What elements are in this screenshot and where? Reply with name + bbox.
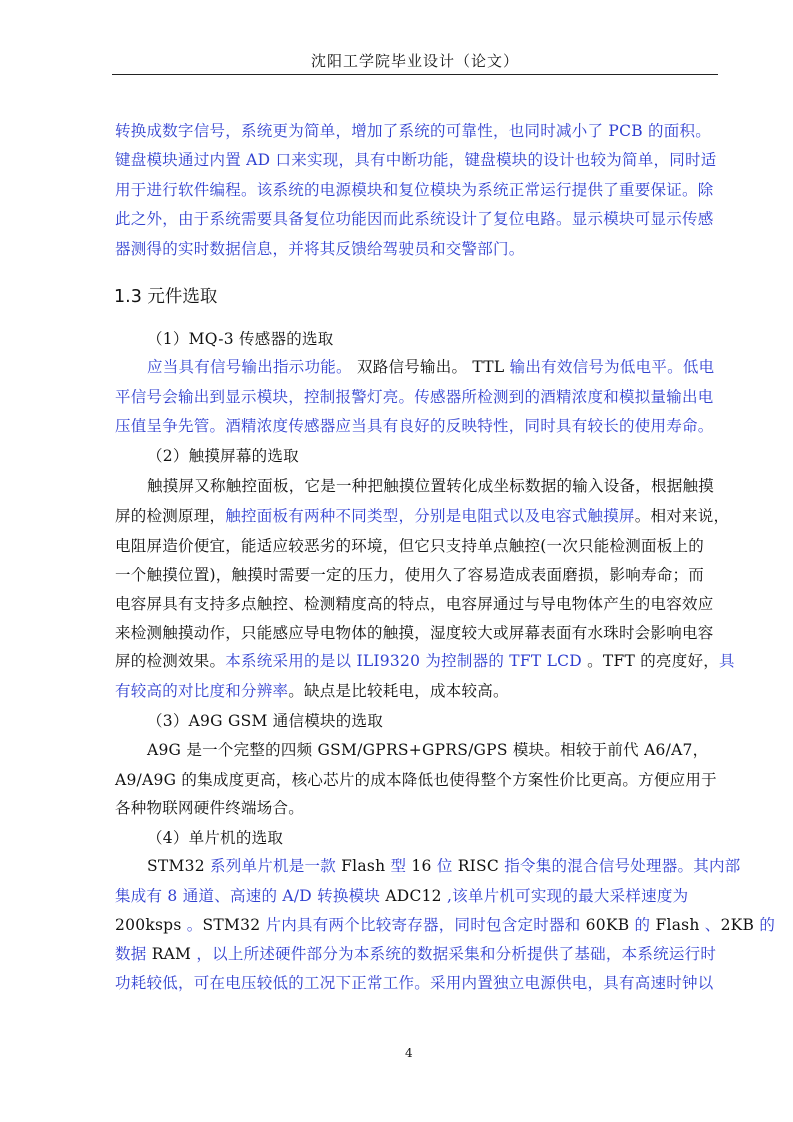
body-line-21 bbox=[115, 886, 718, 906]
body-line-6 bbox=[147, 357, 718, 377]
text-run: （4）单片机的选取 bbox=[147, 829, 284, 847]
text-run: 、 bbox=[699, 916, 721, 934]
subsection-title-mcu bbox=[147, 828, 718, 848]
body-line-22 bbox=[115, 915, 776, 935]
body-line-2 bbox=[115, 150, 718, 170]
text-run: 来检测触摸动作，只能感应导电物体的触摸，湿度较大或屏幕表面有水珠时会影响电容 bbox=[115, 624, 714, 642]
text-run: 具 bbox=[719, 652, 735, 670]
text-run: 输出有效信号为低电平。低电 bbox=[509, 358, 715, 376]
body-line-13 bbox=[115, 594, 718, 614]
body-line-9 bbox=[147, 476, 718, 496]
text-run: 压值呈争先管。酒精浓度传感器应当具有良好的反映特性，同时具有较长的使用寿命。 bbox=[115, 417, 714, 435]
subsection-title-a9g bbox=[147, 711, 718, 731]
text-run: RISC bbox=[457, 857, 500, 875]
text-run: 功耗较低，可在电压较低的工况下正常工作。采用内置独立电源供电，具有高速时钟以 bbox=[115, 974, 714, 992]
text-run: 。TFT 的亮度好， bbox=[581, 652, 720, 670]
body-line-16 bbox=[115, 681, 718, 701]
text-run: ADC12 bbox=[385, 887, 442, 905]
text-run: 的 bbox=[754, 916, 776, 934]
text-run: 数据 bbox=[115, 945, 152, 963]
text-run: 型 bbox=[385, 857, 412, 875]
body-line-8 bbox=[115, 416, 718, 436]
text-run: A9/A9G 的集成度更高，核心芯片的成本降低也使得整个方案性价比更高。方便应用于 bbox=[115, 771, 717, 789]
body-line-20 bbox=[147, 856, 741, 876]
header-divider bbox=[112, 74, 718, 75]
text-run: A9G 是一个完整的四频 GSM/GPRS+GPRS/GPS 模块。相较于前代 A6/A7， bbox=[147, 741, 709, 759]
text-run: ，以上所述硬件部分为本系统的数据采集和分析提供了基础，本系统运行时 bbox=[191, 945, 717, 963]
text-run: 转换成数字信号，系统更为简单，增加了系统的可靠性，也同时减小了 PCB 的面积。 bbox=[115, 122, 712, 140]
text-run: （1）MQ-3 传感器的选取 bbox=[147, 330, 334, 348]
body-line-14 bbox=[115, 623, 718, 643]
text-run: STM32 bbox=[147, 857, 210, 875]
body-line-12 bbox=[115, 565, 718, 585]
body-line-18 bbox=[115, 770, 718, 790]
text-run: 平信号会输出到显示模块，控制报警灯亮。传感器所检测到的酒精浓度和模拟量输出电 bbox=[115, 388, 714, 406]
body-line-17 bbox=[147, 740, 718, 760]
text-run: （2）触摸屏幕的选取 bbox=[147, 447, 299, 465]
body-line-10 bbox=[115, 506, 730, 526]
text-run: （3）A9G GSM 通信模块的选取 bbox=[147, 712, 384, 730]
text-run: 电容屏具有支持多点触控、检测精度高的特点，电容屏通过与导电物体产生的电容效应 bbox=[115, 595, 714, 613]
body-line-23 bbox=[115, 944, 718, 964]
body-line-3 bbox=[115, 180, 718, 200]
text-run: 本系统采用的是以 ILI9320 为控制器的 TFT LCD bbox=[225, 652, 582, 670]
text-run: 触控面板有两种不同类型，分别是电阻式以及电容式触摸屏 bbox=[225, 507, 635, 525]
text-run: 器测得的实时数据信息，并将其反馈给驾驶员和交警部门。 bbox=[115, 240, 525, 258]
body-line-19 bbox=[115, 798, 718, 818]
text-run: 此之外，由于系统需要具备复位功能因而此系统设计了复位电路。显示模块可显示传感 bbox=[115, 210, 714, 228]
text-run: 电阻屏造价便宜，能适应较恶劣的环境，但它只支持单点触控(一次只能检测面板上的 bbox=[115, 537, 705, 555]
text-run: ,该单片机可实现的最大采样速度为 bbox=[441, 887, 689, 905]
body-line-11 bbox=[115, 536, 718, 556]
text-run: 各种物联网硬件终端场合。 bbox=[115, 799, 305, 817]
text-run: 屏的检测原理， bbox=[115, 507, 226, 525]
text-run: RAM bbox=[151, 945, 192, 963]
running-header: 沈阳工学院毕业设计（论文） bbox=[310, 52, 519, 70]
body-line-1 bbox=[115, 121, 718, 141]
text-run: 位 bbox=[431, 857, 458, 875]
text-run: 有较高的对比度和分辨率 bbox=[115, 682, 289, 700]
text-run: 触摸屏又称触控面板，它是一种把触摸位置转化成坐标数据的输入设备，根据触摸 bbox=[147, 477, 715, 495]
body-line-5 bbox=[115, 239, 718, 259]
text-run: 屏的检测效果。 bbox=[115, 652, 226, 670]
text-run: 集成有 8 通道、高速的 A/D 转换模块 bbox=[115, 887, 386, 905]
text-run: 。 bbox=[181, 916, 203, 934]
text-run: Flash bbox=[655, 916, 700, 934]
text-run: Flash bbox=[341, 857, 386, 875]
text-run: 片内具有两个比较寄存器，同时包含定时器和 bbox=[260, 916, 586, 934]
text-run: 。缺点是比较耗电，成本较高。 bbox=[288, 682, 509, 700]
text-run: 60KB bbox=[585, 916, 630, 934]
subsection-title-mq3 bbox=[147, 329, 718, 349]
text-run: 200ksps bbox=[115, 916, 182, 934]
text-run: 指令集的混合信号处理器。其内部 bbox=[499, 857, 741, 875]
body-line-15 bbox=[115, 651, 735, 671]
text-run: 用于进行软件编程。该系统的电源模块和复位模块为系统正常运行提供了重要保证。除 bbox=[115, 181, 714, 199]
page-number: 4 bbox=[405, 1046, 413, 1060]
text-run: 双路信号输出。 TTL bbox=[351, 358, 510, 376]
text-run: 16 bbox=[411, 857, 432, 875]
text-run: 2KB bbox=[720, 916, 755, 934]
subsection-title-touchscreen bbox=[147, 446, 718, 466]
text-run: 系列单片机是一款 bbox=[209, 857, 342, 875]
body-line-24 bbox=[115, 973, 718, 993]
text-run: STM32 bbox=[202, 916, 261, 934]
section-heading: 1.3 元件选取 bbox=[114, 287, 218, 307]
text-run: 一个触摸位置)，触摸时需要一定的压力，使用久了容易造成表面磨损，影响寿命；而 bbox=[115, 566, 705, 584]
text-run: 的 bbox=[629, 916, 656, 934]
text-run: 。相对来说， bbox=[634, 507, 730, 525]
body-line-4 bbox=[115, 209, 718, 229]
text-run: 应当具有信号输出指示功能。 bbox=[147, 358, 352, 376]
text-run: 键盘模块通过内置 AD 口来实现，具有中断功能，键盘模块的设计也较为简单，同时适 bbox=[115, 151, 717, 169]
body-line-7 bbox=[115, 387, 718, 407]
